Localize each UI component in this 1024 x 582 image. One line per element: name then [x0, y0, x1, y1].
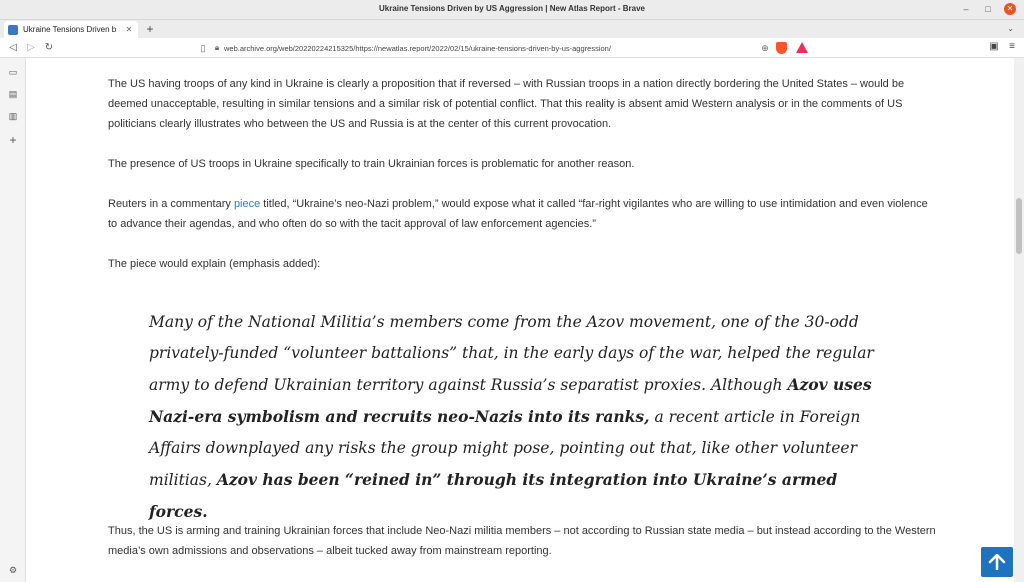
back-icon[interactable]: ◁: [9, 42, 17, 53]
window-controls: [960, 3, 1016, 15]
close-window-icon[interactable]: ✕: [1004, 3, 1016, 15]
quote-part-1: Many of the National Militia’s members come from the Azov movement, one of the 30-odd privately-funded “volunteer battalions” that, in the early days of the war, helped the regular army to defend Ukrainian territory against Russia’s separatist proxies. Although: [149, 313, 874, 394]
minimize-icon[interactable]: –: [963, 4, 969, 14]
url-text[interactable]: web.archive.org/web/20220224215325/https://newatlas.report/2022/02/15/ukraine-tensions-driven-by-us-aggression/: [224, 43, 611, 53]
toolbar: [0, 38, 1024, 58]
lock-icon[interactable]: 🔒︎: [214, 43, 220, 52]
add-panel-icon[interactable]: +: [9, 133, 17, 147]
tab-bar: [0, 20, 1024, 38]
title-bar: [0, 0, 1024, 20]
url-bar[interactable]: [196, 40, 786, 56]
tab-label: Ukraine Tensions Driven b: [23, 25, 117, 34]
browser-sidebar: [0, 58, 26, 582]
bookmark-icon[interactable]: ▯: [200, 42, 206, 53]
arrow-up-icon: [988, 554, 1006, 570]
piece-link[interactable]: piece: [233, 198, 261, 210]
paragraph-4: The piece would explain (emphasis added):: [108, 258, 321, 270]
site-favicon-icon: [8, 25, 18, 35]
reading-list-icon[interactable]: ▥: [8, 111, 18, 121]
blockquote: [149, 307, 884, 528]
window-title: Ukraine Tensions Driven by US Aggression | New Atlas Report - Brave: [378, 4, 645, 13]
settings-gear-icon[interactable]: ⚙: [8, 565, 18, 575]
new-tab-button[interactable]: +: [146, 22, 154, 36]
tab-list-icon[interactable]: ⌄: [1007, 24, 1014, 33]
forward-icon[interactable]: ▷: [27, 42, 35, 53]
tab-active[interactable]: [4, 21, 138, 38]
quote-bold-1: Azov uses Nazi-era symbolism and recruits neo-Nazis into its ranks,: [149, 375, 872, 426]
paragraph-3-before: Reuters in a commentary: [108, 198, 234, 210]
quote-part-2: a recent article in Foreign Affairs downplayed any risks the group might pose, pointing out that, like other volunteer militias,: [149, 408, 861, 489]
maximize-icon[interactable]: □: [985, 4, 991, 14]
reload-icon[interactable]: ↻: [44, 42, 54, 53]
bookmarks-icon[interactable]: ▤: [8, 89, 18, 99]
brave-shields-icon[interactable]: [776, 42, 787, 54]
scrollbar-thumb[interactable]: [1016, 198, 1022, 254]
paragraph-3: [108, 194, 938, 234]
paragraph-1: The US having troops of any kind in Ukraine is clearly a proposition that if reversed – with Russian troops in a nation directly bordering the United States – would be deemed unacceptable, resulting in similar tensions and a similar risk of potential conflict. That this reality is absent amid Western analysis or in the comments of US politicians clearly illustrates who between the US and Russia is at the center of this current provocation.: [108, 78, 905, 130]
back-to-top-button[interactable]: [981, 547, 1013, 577]
sidebar-toggle-icon[interactable]: ▣: [989, 41, 999, 52]
close-tab-icon[interactable]: ✕: [125, 25, 133, 34]
page-content: [26, 58, 1014, 582]
page-scrollbar[interactable]: [1014, 58, 1024, 582]
zoom-icon[interactable]: ⊕: [761, 42, 769, 53]
menu-icon[interactable]: ≡: [1009, 41, 1015, 52]
brave-rewards-icon[interactable]: [796, 42, 808, 53]
media-icon[interactable]: ▭: [8, 67, 18, 77]
paragraph-2: The presence of US troops in Ukraine specifically to train Ukrainian forces is problematic for another reason.: [108, 158, 635, 170]
quote-bold-2: Azov has been “reined in” through its integration into Ukraine’s armed forces.: [149, 470, 838, 521]
paragraph-5: Thus, the US is arming and training Ukrainian forces that include Neo-Nazi militia members – not according to Russian state media – but instead according to the Western media’s own admissions and observations – albeit tucked away from mainstream reporting.: [108, 525, 936, 557]
paragraph-3-after: titled, “Ukraine’s neo-Nazi problem,” would expose what it called “far-right vigilantes who are willing to use intimidation and even violence to advance their agendas, and who often do so with the tacit approval of law enforcement agencies.”: [108, 198, 928, 230]
